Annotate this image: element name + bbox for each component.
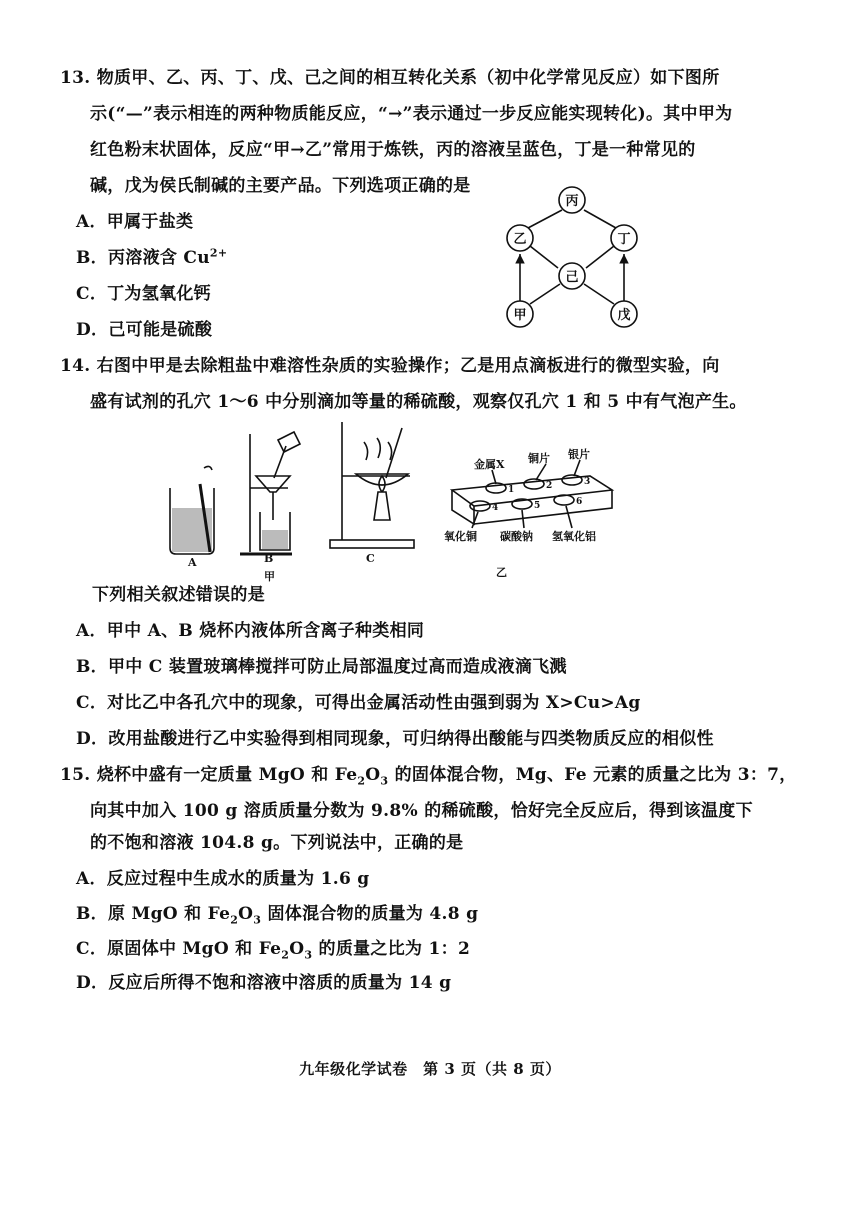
label-wu: 戊 <box>617 308 631 323</box>
q15-option-c-1: C．原固体中 MgO 和 Fe <box>76 939 282 959</box>
hole-3-number: 3 <box>584 477 591 487</box>
hole-5-number: 5 <box>534 501 541 511</box>
q15-stem-1b: O <box>365 765 381 785</box>
label-aloh: 氢氧化铝 <box>552 530 596 543</box>
flame <box>379 476 385 492</box>
q14-apparatus-figure <box>160 420 620 588</box>
label-fig-c: C <box>366 552 375 565</box>
q13-option-c: C．丁为氢氧化钙 <box>76 284 211 304</box>
hole-4-number: 4 <box>492 503 499 513</box>
hole-2-number: 2 <box>546 481 553 491</box>
funnel-b <box>256 476 290 492</box>
q13-option-b <box>76 247 227 269</box>
q15-option-c-sub2: 2 <box>281 948 290 962</box>
q15-stem-3: 的不饱和溶液 104.8 g。下列说法中，正确的是 <box>90 833 464 853</box>
q14-stem-2: 盛有试剂的孔穴 1～6 中分别滴加等量的稀硫酸，观察仅孔穴 1 和 5 中有气泡产生。 <box>90 392 747 412</box>
label-fig-yi: 乙 <box>496 566 507 579</box>
q14-line-1 <box>60 355 720 377</box>
q15-option-c-sub3: 3 <box>304 948 313 962</box>
hole-1-number: 1 <box>508 485 515 495</box>
q14-stem-1: 右图中甲是去除粗盐中难溶性杂质的实验操作；乙是用点滴板进行的微型实验，向 <box>96 356 720 376</box>
q13-option-a: A．甲属于盐类 <box>76 212 194 232</box>
q14-option-c: C．对比乙中各孔穴中的现象，可得出金属活动性由强到弱为 X>Cu>Ag <box>76 693 641 713</box>
q15-option-d: D．反应后所得不饱和溶液中溶质的质量为 14 g <box>76 973 452 993</box>
q13-line-1 <box>60 67 720 89</box>
q15-stem-2: 向其中加入 100 g 溶质质量分数为 9.8% 的稀硫酸，恰好完全反应后，得到该温度下 <box>90 801 753 821</box>
q15-stem-1c: 的固体混合物，Mg、Fe 元素的质量之比为 3：7， <box>388 765 797 785</box>
label-jia: 甲 <box>513 308 527 323</box>
q15-option-c <box>76 938 470 960</box>
label-fig-b: B <box>264 552 274 565</box>
edge-bing-yi <box>528 210 562 228</box>
q13-stem-3: 红色粉末状固体，反应“甲→乙”常用于炼铁，丙的溶液呈蓝色，丁是一种常见的 <box>90 140 696 160</box>
edge-yi-ji <box>530 246 558 268</box>
q13-relation-diagram <box>490 180 650 340</box>
q13-stem-2: 示(“—”表示相连的两种物质能反应，“→”表示通过一步反应能实现转化)。其中甲为 <box>90 104 733 124</box>
q15-option-b-sub2: 2 <box>230 913 239 927</box>
q15-number: 15. <box>60 765 91 785</box>
label-fig-a: A <box>188 556 197 569</box>
label-na2co3: 碳酸钠 <box>500 530 533 543</box>
q15-option-b <box>76 903 478 925</box>
q15-line-1 <box>60 764 797 786</box>
q15-option-c-3: 的质量之比为 1：2 <box>312 939 471 959</box>
rod-tip-a <box>204 466 212 470</box>
beaker-b-liquid <box>262 530 288 549</box>
label-ji: 己 <box>565 270 579 285</box>
base-c <box>330 540 414 548</box>
pouring-beaker-b <box>278 432 300 452</box>
glass-rod-c <box>386 428 402 478</box>
label-yi: 乙 <box>513 232 527 247</box>
q15-stem-1a: 烧杯中盛有一定质量 MgO 和 Fe <box>96 765 358 785</box>
q15-option-a: A．反应过程中生成水的质量为 1.6 g <box>76 869 370 889</box>
label-fig-jia: 甲 <box>264 570 275 583</box>
q13-stem-1: 物质甲、乙、丙、丁、戊、己之间的相互转化关系（初中化学常见反应）如下图所 <box>96 68 720 88</box>
hole-6-number: 6 <box>576 497 583 507</box>
glass-rod-b <box>274 446 286 478</box>
edge-jia-ji <box>530 284 560 304</box>
label-ding: 丁 <box>617 232 631 247</box>
label-bing: 丙 <box>565 194 579 209</box>
page-footer: 九年级化学试卷 第 3 页（共 8 页） <box>299 1060 561 1078</box>
hole-3-well <box>562 475 582 485</box>
q13-number: 13. <box>60 68 91 88</box>
q15-option-b-sub3: 3 <box>253 913 262 927</box>
q15-stem-sub-2: 2 <box>357 774 366 788</box>
q15-option-b-3: 固体混合物的质量为 4.8 g <box>261 904 479 924</box>
vapor-c <box>364 438 392 460</box>
label-copper: 铜片 <box>528 452 550 465</box>
hole-6-well <box>554 495 574 505</box>
hole-2-well <box>524 479 544 489</box>
q13-option-b-text: B．丙溶液含 Cu <box>76 248 210 268</box>
q14-option-d: D．改用盐酸进行乙中实验得到相同现象，可归纳得出酸能与四类物质反应的相似性 <box>76 729 714 749</box>
label-metal-x: 金属X <box>474 458 505 471</box>
edge-ding-ji <box>586 246 614 268</box>
q15-option-c-2: O <box>289 939 305 959</box>
edge-wu-ji <box>584 284 614 304</box>
alcohol-lamp <box>374 492 390 520</box>
q15-option-b-2: O <box>238 904 254 924</box>
q13-option-b-sup: 2+ <box>209 246 228 260</box>
q14-option-b: B．甲中 C 装置玻璃棒搅拌可防止局部温度过高而造成液滴飞溅 <box>76 657 567 677</box>
label-silver: 银片 <box>568 448 590 461</box>
q14-number: 14. <box>60 356 91 376</box>
hole-1-well <box>486 483 506 493</box>
label-cuo: 氧化铜 <box>444 530 477 543</box>
edge-bing-ding <box>584 210 616 228</box>
q15-option-b-1: B．原 MgO 和 Fe <box>76 904 231 924</box>
q13-stem-4: 碱，戊为侯氏制碱的主要产品。下列选项正确的是 <box>90 176 471 196</box>
q13-option-d: D．己可能是硫酸 <box>76 320 213 340</box>
q15-stem-sub-3: 3 <box>380 774 389 788</box>
q14-option-a: A．甲中 A、B 烧杯内液体所含离子种类相同 <box>76 621 425 641</box>
q14-prompt: 下列相关叙述错误的是 <box>92 585 265 605</box>
